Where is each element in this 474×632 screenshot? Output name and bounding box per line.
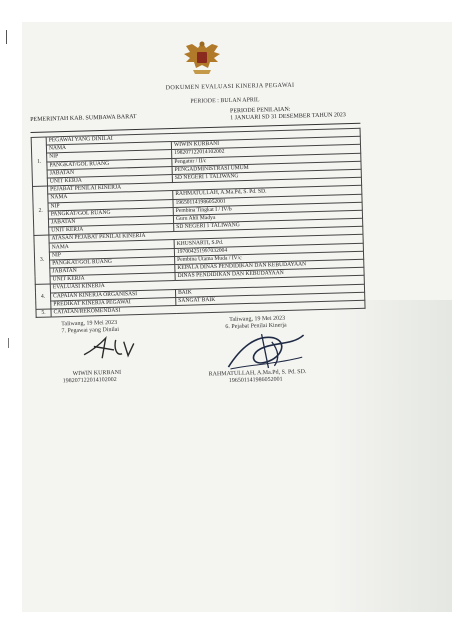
assessment-period-label: PERIODE PENILAIAN:: [229, 106, 291, 115]
field-value: Guru Ahli Madya: [173, 210, 362, 223]
section-number: 3.: [34, 235, 50, 285]
field-value: RAHMATULLAH, A.Ma.Pd, S. Pd. SD.: [173, 186, 362, 199]
evaluation-form: [30, 105, 366, 318]
field-value: KEPALA DINAS PENDIDIKAN DAN KEBUDAYAAN: [175, 259, 364, 272]
field-value: Pembina Tingkat I / IV/b: [173, 202, 362, 215]
section-title: EVALUASI KINERJA: [50, 276, 364, 293]
field-value: SD NEGERI 1 TALIWANG: [172, 169, 361, 182]
signature-nip: 198207122014102002: [62, 376, 117, 385]
field-label: PREDIKAT KINERJA PEGAWAI: [51, 297, 176, 309]
employee-signature-block: [57, 319, 169, 386]
field-value: PENGADMINISTRASI UMUM: [172, 161, 361, 174]
field-label: NAMA: [46, 142, 171, 154]
section-title: PEGAWAI YANG DINILAI: [46, 128, 360, 145]
field-value: DINAS PENDIDIKAN DAN KEBUDAYAAN: [175, 267, 364, 280]
section-number: 2.: [33, 186, 49, 236]
field-label: NAMA: [49, 240, 174, 252]
document-period: PERIODE : BULAN APRIL: [190, 97, 260, 105]
field-label: UNIT KERJA: [50, 273, 175, 285]
field-label: NIP: [47, 150, 172, 162]
signature-name: WIWIN KURBANI: [72, 369, 122, 378]
signature-role: 6. Pejabat Penilai Kinerja: [225, 322, 287, 331]
field-label: CAPAIAN KINERJA ORGANISASI: [50, 289, 175, 301]
evaluation-table: [31, 128, 366, 318]
field-label: JABATAN: [47, 166, 172, 178]
document-title: DOKUMEN EVALUASI KINERJA PEGAWAI: [165, 81, 295, 92]
field-label: PANGKAT/GOL RUANG: [47, 158, 172, 170]
field-label: JABATAN: [48, 215, 173, 227]
assessment-period-value: 1 JANUARI SD 31 DESEMBER TAHUN 2023: [230, 112, 346, 122]
section-number: 1.: [31, 137, 47, 187]
section-title: CATATAN/REKOMENDASI: [51, 300, 365, 317]
signature-place-date: Taliwang, 19 Mei 2023: [229, 315, 286, 324]
garuda-emblem-icon: [178, 38, 226, 80]
field-label: NAMA: [48, 191, 173, 203]
field-label: PANGKAT/GOL RUANG: [48, 207, 173, 219]
signature-nip: 196501141986052001: [228, 376, 283, 385]
assessment-period: [230, 105, 346, 122]
scan-edge-mark: [6, 30, 7, 44]
field-value: 196501141986052001: [173, 194, 362, 207]
signature-role: 7. Pegawai yang Dinilai: [61, 326, 120, 335]
signature-name: RAHMATULLAH, A.Ma.Pd, S. Pd. SD.: [208, 369, 307, 378]
field-value: 198207122014102002: [172, 145, 361, 158]
field-label: NIP: [48, 199, 173, 211]
field-label: PANGKAT/GOL RUANG: [50, 256, 175, 268]
signature-place-date: Taliwang, 19 Mei 2023: [61, 319, 118, 328]
field-value: WIWIN KURBANI: [171, 136, 360, 149]
section-number: 4.: [35, 284, 51, 309]
agency-name: PEMERINTAH KAB. SUMBAWA BARAT: [30, 114, 137, 123]
assessor-signature-block: [207, 314, 329, 385]
page-shadow: [330, 300, 452, 612]
field-value: KHUSNARTI, S.Pd.: [174, 235, 363, 248]
field-label: NIP: [49, 248, 174, 260]
section-number: 5.: [36, 309, 51, 318]
scan-edge-mark: [8, 338, 9, 348]
field-label: JABATAN: [50, 265, 175, 277]
employee-handwritten-signature: [80, 333, 141, 365]
field-value: SANGAT BAIK: [176, 292, 365, 305]
assessor-handwritten-signature: [221, 327, 312, 375]
section-title: ATASAN PEJABAT PENILAI KINERJA: [49, 227, 363, 244]
field-value: BAIK: [175, 284, 364, 297]
field-value: 197004251997032004: [174, 243, 363, 256]
field-value: Pembina Utama Muda / IV/c: [175, 251, 364, 264]
section-title: PEJABAT PENILAI KINERJA: [48, 177, 362, 194]
field-value: Pengatur / II/c: [172, 153, 361, 166]
field-label: UNIT KERJA: [49, 224, 174, 236]
field-label: UNIT KERJA: [47, 174, 172, 186]
field-value: SD NEGERI 1 TALIWANG: [174, 218, 363, 231]
